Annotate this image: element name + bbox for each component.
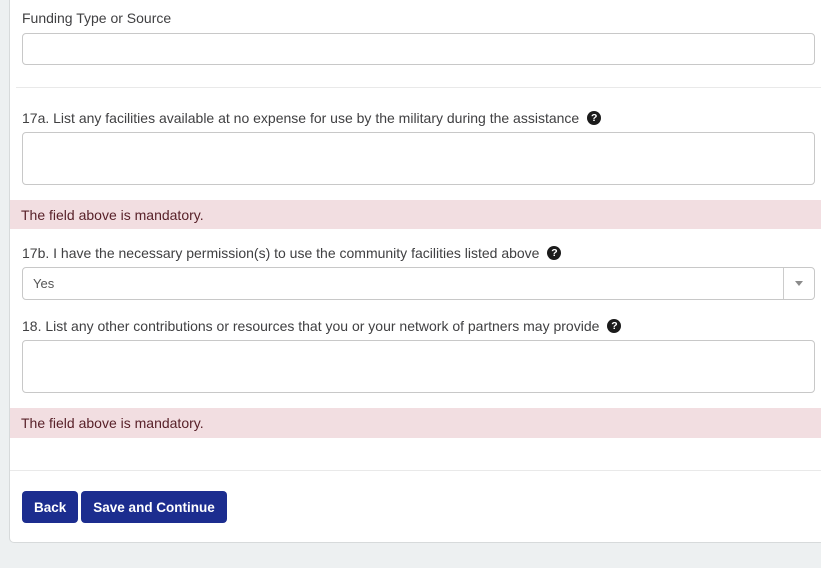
question-17b-label: [22, 245, 561, 261]
mandatory-field-alert: [10, 408, 821, 438]
dropdown-selected-value: Yes: [33, 276, 55, 291]
footer-divider: [10, 470, 821, 471]
help-icon[interactable]: ?: [607, 319, 621, 333]
mandatory-field-alert: [10, 200, 821, 229]
question-17a-textarea[interactable]: [22, 132, 815, 185]
save-and-continue-button[interactable]: Save and Continue: [81, 491, 227, 523]
dropdown-arrow-button[interactable]: [783, 268, 814, 299]
funding-type-label: [22, 10, 171, 26]
question-17b-label-text: 17b. I have the necessary permission(s) to use the community facilities listed above: [22, 245, 540, 261]
question-17b-dropdown[interactable]: [22, 267, 815, 300]
funding-type-label-text: Funding Type or Source: [22, 10, 172, 26]
question-17a-label-text: 17a. List any facilities available at no expense for use by the military during the assistance: [22, 110, 580, 126]
mandatory-field-alert-text: The field above is mandatory.: [21, 206, 204, 223]
form-actions: [22, 491, 227, 523]
help-icon[interactable]: ?: [587, 111, 601, 125]
chevron-down-icon: [795, 281, 803, 286]
help-icon[interactable]: ?: [547, 246, 561, 260]
section-divider: [16, 87, 821, 88]
question-17a-label: [22, 110, 601, 126]
mandatory-field-alert-text: The field above is mandatory.: [21, 415, 204, 431]
question-18-label: [22, 318, 621, 334]
form-card: [9, 0, 821, 543]
question-18-label-text: 18. List any other contributions or resources that you or your network of partners may provide: [22, 318, 600, 334]
back-button[interactable]: Back: [22, 491, 78, 523]
funding-type-input[interactable]: [22, 33, 815, 65]
question-18-textarea[interactable]: [22, 340, 815, 393]
